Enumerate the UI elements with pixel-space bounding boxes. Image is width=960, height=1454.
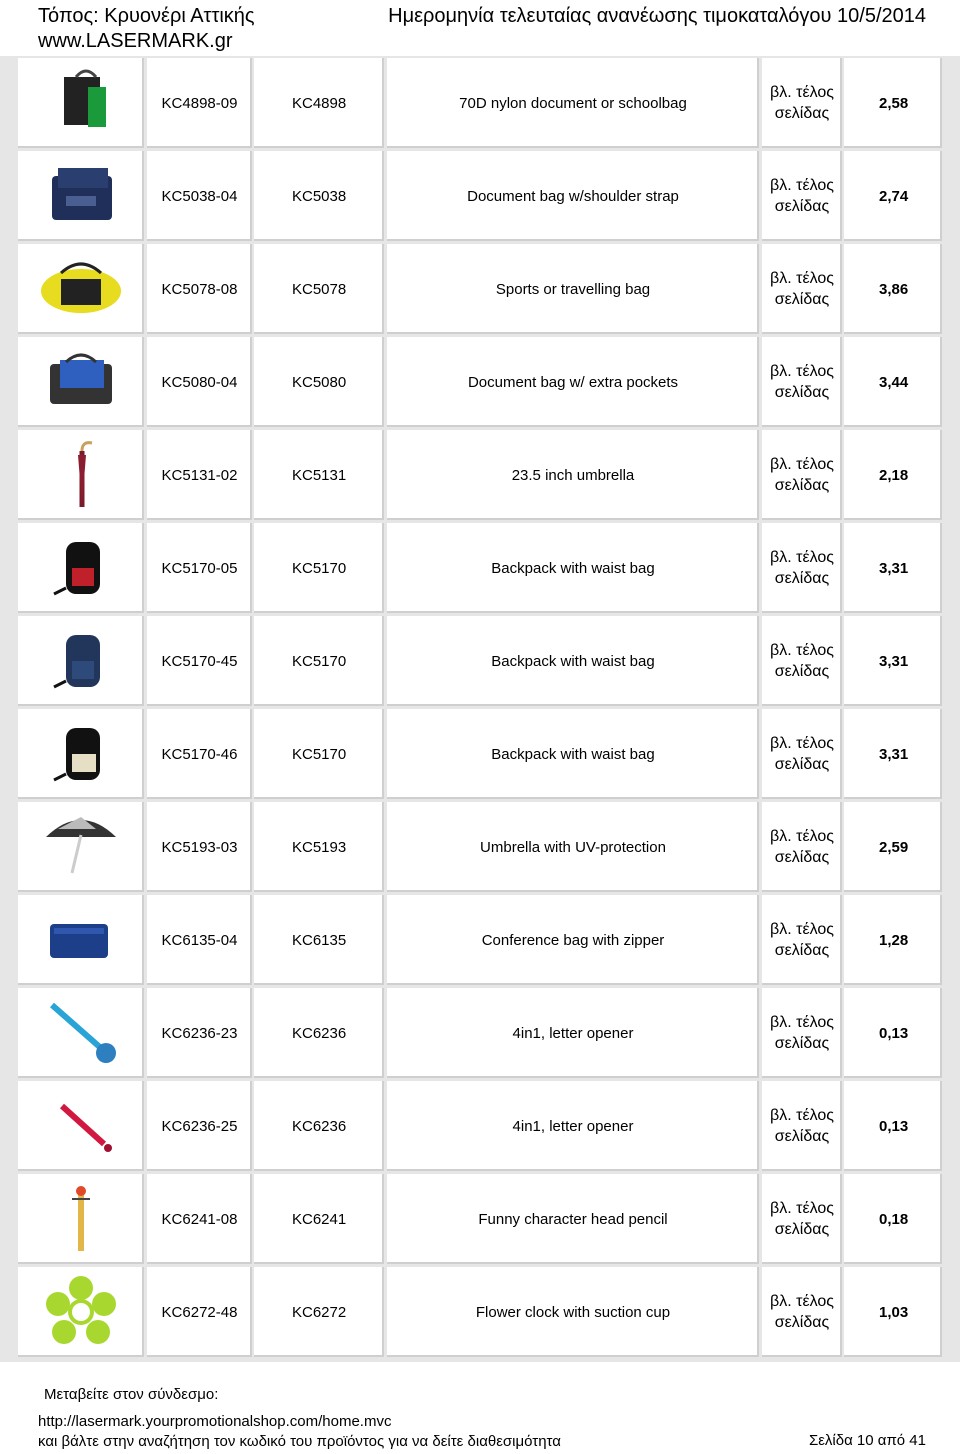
- footer-link[interactable]: http://lasermark.yourpromotionalshop.com/home.mvc: [38, 1413, 392, 1430]
- price-note-line1: βλ. τέλος: [770, 735, 834, 752]
- price-note-line1: βλ. τέλος: [770, 1293, 834, 1310]
- price-value: 3,44: [844, 337, 942, 427]
- product-code: KC5131-02: [147, 430, 252, 520]
- base-code: KC6135: [254, 895, 384, 985]
- price-note-line2: σελίδας: [774, 198, 830, 215]
- page-number: Σελίδα 10 από 41: [808, 1432, 926, 1449]
- product-description: 4in1, letter opener: [387, 988, 759, 1078]
- page-header: [0, 0, 960, 56]
- document-bag-icon: [36, 156, 126, 236]
- letter-opener-red-icon: [36, 1086, 126, 1166]
- price-value: 3,86: [844, 244, 942, 334]
- product-image-cell: [18, 988, 144, 1078]
- price-note-line1: βλ. τέλος: [770, 828, 834, 845]
- price-note: [762, 151, 842, 241]
- location-text: Τόπος: Κρυονέρι Αττικής: [38, 5, 255, 27]
- product-code: KC6241-08: [147, 1174, 252, 1264]
- flower-clock-icon: [36, 1272, 126, 1352]
- base-code: KC6272: [254, 1267, 384, 1357]
- price-note-line1: βλ. τέλος: [770, 549, 834, 566]
- product-description: 4in1, letter opener: [387, 1081, 759, 1171]
- price-note-line1: βλ. τέλος: [770, 1107, 834, 1124]
- price-value: 3,31: [844, 523, 942, 613]
- product-image-cell: [18, 58, 144, 148]
- price-value: 2,74: [844, 151, 942, 241]
- product-code: KC5170-05: [147, 523, 252, 613]
- price-value: 3,31: [844, 616, 942, 706]
- base-code: KC6236: [254, 1081, 384, 1171]
- price-note-line2: σελίδας: [774, 384, 830, 401]
- sports-bag-icon: [36, 249, 126, 329]
- price-note-line2: σελίδας: [774, 756, 830, 773]
- backpack-blue-icon: [36, 621, 126, 701]
- product-image-cell: [18, 244, 144, 334]
- table-row: [18, 895, 942, 985]
- pencil-icon: [36, 1179, 126, 1259]
- table-row: [18, 988, 942, 1078]
- product-code: KC6135-04: [147, 895, 252, 985]
- base-code: KC5170: [254, 709, 384, 799]
- price-note-line2: σελίδας: [774, 942, 830, 959]
- product-description: Document bag w/shoulder strap: [387, 151, 759, 241]
- product-image-cell: [18, 523, 144, 613]
- umbrella-icon: [36, 435, 126, 515]
- product-description: Backpack with waist bag: [387, 616, 759, 706]
- table-row: [18, 616, 942, 706]
- base-code: KC5193: [254, 802, 384, 892]
- table-row: [18, 802, 942, 892]
- page-footer: [0, 1362, 960, 1454]
- price-note-line1: βλ. τέλος: [770, 270, 834, 287]
- product-image-cell: [18, 1174, 144, 1264]
- product-code: KC5078-08: [147, 244, 252, 334]
- product-description: Umbrella with UV-protection: [387, 802, 759, 892]
- table-row: [18, 1174, 942, 1264]
- product-description: Backpack with waist bag: [387, 709, 759, 799]
- price-note-line1: βλ. τέλος: [770, 84, 834, 101]
- price-note: [762, 1174, 842, 1264]
- price-note: [762, 337, 842, 427]
- product-image-cell: [18, 1081, 144, 1171]
- table-row: [18, 709, 942, 799]
- price-note-line1: βλ. τέλος: [770, 1200, 834, 1217]
- open-umbrella-icon: [36, 807, 126, 887]
- price-value: 0,13: [844, 988, 942, 1078]
- price-note: [762, 430, 842, 520]
- table-row: [18, 1081, 942, 1171]
- price-note: [762, 802, 842, 892]
- product-description: Document bag w/ extra pockets: [387, 337, 759, 427]
- price-value: 2,18: [844, 430, 942, 520]
- product-code: KC5170-45: [147, 616, 252, 706]
- product-rows: [18, 58, 942, 1360]
- product-code: KC5170-46: [147, 709, 252, 799]
- price-value: 0,13: [844, 1081, 942, 1171]
- product-description: Conference bag with zipper: [387, 895, 759, 985]
- price-note-line2: σελίδας: [774, 849, 830, 866]
- base-code: KC5170: [254, 523, 384, 613]
- base-code: KC5131: [254, 430, 384, 520]
- table-row: [18, 337, 942, 427]
- footer-instruction: Μεταβείτε στον σύνδεσμο:: [44, 1386, 219, 1403]
- price-value: 1,03: [844, 1267, 942, 1357]
- price-note-line1: βλ. τέλος: [770, 363, 834, 380]
- price-value: 0,18: [844, 1174, 942, 1264]
- price-value: 3,31: [844, 709, 942, 799]
- product-description: Funny character head pencil: [387, 1174, 759, 1264]
- price-note: [762, 1267, 842, 1357]
- price-value: 2,58: [844, 58, 942, 148]
- product-image-cell: [18, 337, 144, 427]
- table-row: [18, 151, 942, 241]
- base-code: KC5078: [254, 244, 384, 334]
- price-note-line2: σελίδας: [774, 291, 830, 308]
- price-note-line2: σελίδας: [774, 1035, 830, 1052]
- price-note-line2: σελίδας: [774, 105, 830, 122]
- product-description: Flower clock with suction cup: [387, 1267, 759, 1357]
- price-note-line2: σελίδας: [774, 570, 830, 587]
- price-note: [762, 1081, 842, 1171]
- price-note: [762, 616, 842, 706]
- price-note-line1: βλ. τέλος: [770, 1014, 834, 1031]
- product-description: 70D nylon document or schoolbag: [387, 58, 759, 148]
- backpack-red-icon: [36, 528, 126, 608]
- conference-bag-icon: [36, 900, 126, 980]
- document-bag-pockets-icon: [36, 342, 126, 422]
- price-note-line2: σελίδας: [774, 1128, 830, 1145]
- product-table: [0, 56, 960, 1362]
- table-row: [18, 58, 942, 148]
- table-row: [18, 244, 942, 334]
- price-note: [762, 988, 842, 1078]
- product-image-cell: [18, 430, 144, 520]
- product-description: Backpack with waist bag: [387, 523, 759, 613]
- price-value: 1,28: [844, 895, 942, 985]
- price-note-line1: βλ. τέλος: [770, 921, 834, 938]
- base-code: KC5080: [254, 337, 384, 427]
- table-row: [18, 1267, 942, 1357]
- product-code: KC6272-48: [147, 1267, 252, 1357]
- product-code: KC5080-04: [147, 337, 252, 427]
- product-image-cell: [18, 802, 144, 892]
- letter-opener-blue-icon: [36, 993, 126, 1073]
- backpack-beige-icon: [36, 714, 126, 794]
- price-note: [762, 58, 842, 148]
- price-note: [762, 244, 842, 334]
- price-note-line2: σελίδας: [774, 1314, 830, 1331]
- base-code: KC6241: [254, 1174, 384, 1264]
- base-code: KC4898: [254, 58, 384, 148]
- schoolbag-icon: [36, 63, 126, 143]
- base-code: KC5170: [254, 616, 384, 706]
- base-code: KC6236: [254, 988, 384, 1078]
- price-note: [762, 895, 842, 985]
- price-note-line2: σελίδας: [774, 1221, 830, 1238]
- product-code: KC4898-09: [147, 58, 252, 148]
- product-image-cell: [18, 1267, 144, 1357]
- price-note-line1: βλ. τέλος: [770, 456, 834, 473]
- footer-availability-note: και βάλτε στην αναζήτηση τον κωδικό του προϊόντος για να δείτε διαθεσιμότητα: [38, 1433, 561, 1450]
- website-link[interactable]: www.LASERMARK.gr: [38, 30, 233, 52]
- product-image-cell: [18, 709, 144, 799]
- product-code: KC5038-04: [147, 151, 252, 241]
- product-image-cell: [18, 151, 144, 241]
- price-note: [762, 523, 842, 613]
- price-note-line1: βλ. τέλος: [770, 177, 834, 194]
- price-value: 2,59: [844, 802, 942, 892]
- product-description: 23.5 inch umbrella: [387, 430, 759, 520]
- product-image-cell: [18, 616, 144, 706]
- update-date-text: Ημερομηνία τελευταίας ανανέωσης τιμοκαταλόγου 10/5/2014: [388, 5, 926, 27]
- product-image-cell: [18, 895, 144, 985]
- product-code: KC6236-25: [147, 1081, 252, 1171]
- base-code: KC5038: [254, 151, 384, 241]
- price-note-line1: βλ. τέλος: [770, 642, 834, 659]
- product-code: KC6236-23: [147, 988, 252, 1078]
- table-row: [18, 430, 942, 520]
- price-note: [762, 709, 842, 799]
- price-note-line2: σελίδας: [774, 663, 830, 680]
- product-description: Sports or travelling bag: [387, 244, 759, 334]
- price-note-line2: σελίδας: [774, 477, 830, 494]
- product-code: KC5193-03: [147, 802, 252, 892]
- table-row: [18, 523, 942, 613]
